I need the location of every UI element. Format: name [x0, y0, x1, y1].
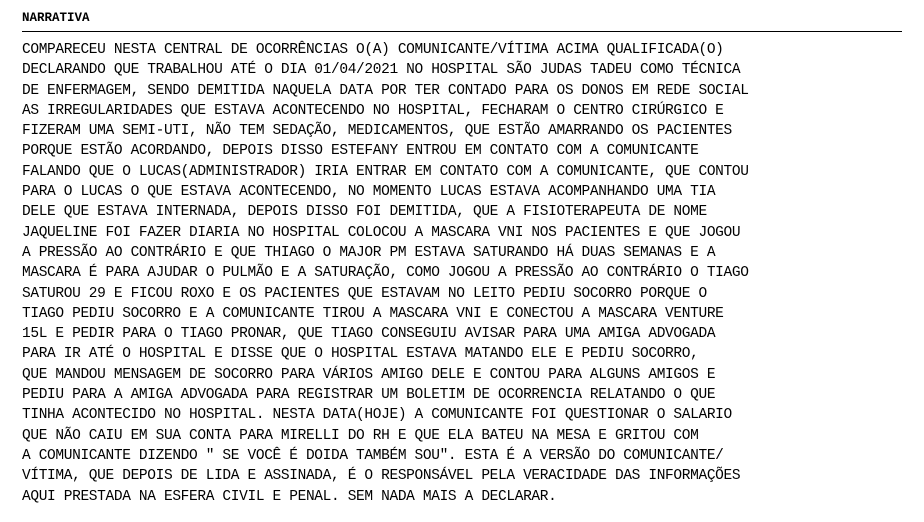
narrative-line: AQUI PRESTADA NA ESFERA CIVIL E PENAL. SEM NADA MAIS A DECLARAR.: [22, 488, 557, 505]
narrative-text: [22, 40, 907, 507]
narrative-line: QUE MANDOU MENSAGEM DE SOCORRO PARA VÁRIOS AMIGO DELE E CONTOU PARA ALGUNS AMIGOS E: [22, 366, 716, 383]
narrative-line: PEDIU PARA A AMIGA ADVOGADA PARA REGISTRAR UM BOLETIM DE OCORRENCIA RELATANDO O QUE: [22, 387, 716, 404]
narrative-line: PARA O LUCAS O QUE ESTAVA ACONTECENDO, NO MOMENTO LUCAS ESTAVA ACOMPANHANDO UMA TIA: [22, 184, 716, 201]
narrative-line: JAQUELINE FOI FAZER DIARIA NO HOSPITAL COLOCOU A MASCARA VNI NOS PACIENTES E QUE JOGOU: [22, 224, 741, 241]
narrative-line: A COMUNICANTE DIZENDO " SE VOCÊ É DOIDA TAMBÉM SOU". ESTA É A VERSÃO DO COMUNICANTE/: [22, 447, 724, 464]
narrative-line: A PRESSÃO AO CONTRÁRIO E QUE THIAGO O MAJOR PM ESTAVA SATURANDO HÁ DUAS SEMANAS E A: [22, 244, 716, 261]
narrative-line: PORQUE ESTÃO ACORDANDO, DEPOIS DISSO ESTEFANY ENTROU EM CONTATO COM A COMUNICANTE: [22, 143, 699, 160]
narrative-line: AS IRREGULARIDADES QUE ESTAVA ACONTECENDO NO HOSPITAL, FECHARAM O CENTRO CIRÚRGICO E: [22, 102, 724, 119]
narrative-line: DE ENFERMAGEM, SENDO DEMITIDA NAQUELA DATA POR TER CONTADO PARA OS DONOS EM REDE SOCIAL: [22, 82, 749, 99]
narrative-line: QUE NÃO CAIU EM SUA CONTA PARA MIRELLI DO RH E QUE ELA BATEU NA MESA E GRITOU COM: [22, 427, 699, 444]
narrative-line: PARA IR ATÉ O HOSPITAL E DISSE QUE O HOSPITAL ESTAVA MATANDO ELE E PEDIU SOCORRO,: [22, 346, 699, 363]
narrative-line: TIAGO PEDIU SOCORRO E A COMUNICANTE TIROU A MASCARA VNI E CONECTOU A MASCARA VENTURE: [22, 305, 724, 322]
narrative-line: TINHA ACONTECIDO NO HOSPITAL. NESTA DATA(HOJE) A COMUNICANTE FOI QUESTIONAR O SALARIO: [22, 407, 732, 424]
narrative-line: VÍTIMA, QUE DEPOIS DE LIDA E ASSINADA, É O RESPONSÁVEL PELA VERACIDADE DAS INFORMAÇÕES: [22, 468, 741, 485]
section-header: [22, 10, 902, 32]
narrative-line: 15L E PEDIR PARA O TIAGO PRONAR, QUE TIAGO CONSEGUIU AVISAR PARA UMA AMIGA ADVOGADA: [22, 326, 716, 343]
section-title: NARRATIVA: [22, 11, 90, 25]
narrative-line: FALANDO QUE O LUCAS(ADMINISTRADOR) IRIA ENTRAR EM CONTATO COM A COMUNICANTE, QUE CONTOU: [22, 163, 749, 180]
narrative-line: COMPARECEU NESTA CENTRAL DE OCORRÊNCIAS O(A) COMUNICANTE/VÍTIMA ACIMA QUALIFICADA(O): [22, 42, 724, 58]
narrative-line: DELE QUE ESTAVA INTERNADA, DEPOIS DISSO FOI DEMITIDA, QUE A FISIOTERAPEUTA DE NOME: [22, 204, 707, 221]
narrative-line: SATUROU 29 E FICOU ROXO E OS PACIENTES QUE ESTAVAM NO LEITO PEDIU SOCORRO PORQUE O: [22, 285, 707, 302]
narrative-line: DECLARANDO QUE TRABALHOU ATÉ O DIA 01/04/2021 NO HOSPITAL SÃO JUDAS TADEU COMO TÉCNICA: [22, 62, 741, 79]
narrative-line: FIZERAM UMA SEMI-UTI, NÃO TEM SEDAÇÃO, MEDICAMENTOS, QUE ESTÃO AMARRANDO OS PACIENTES: [22, 123, 732, 140]
narrative-line: MASCARA É PARA AJUDAR O PULMÃO E A SATURAÇÃO, COMO JOGOU A PRESSÃO AO CONTRÁRIO O TIAGO: [22, 265, 749, 282]
section-divider: [22, 31, 902, 32]
